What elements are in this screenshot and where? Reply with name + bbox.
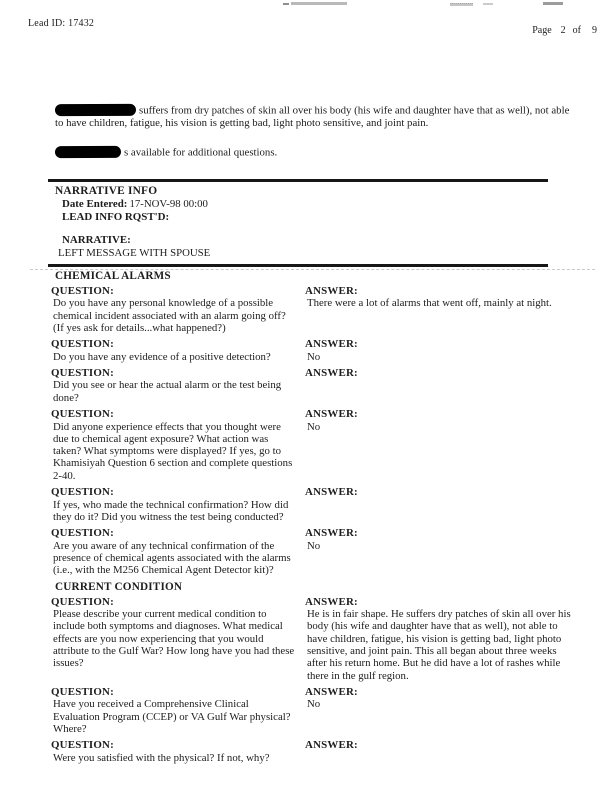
question-text: Did you see or hear the actual alarm or the test being done?: [53, 379, 282, 404]
lead-id-text: Lead ID: 17432: [28, 18, 95, 29]
answer-text: No: [307, 698, 321, 711]
qa-row: [48, 596, 578, 682]
date-entered-label: Date Entered:: [62, 197, 128, 210]
scan-artifact: [450, 3, 473, 6]
question-column: [48, 338, 305, 363]
answer-column: [305, 408, 578, 433]
qa-row: [48, 486, 578, 523]
answer-column: [305, 686, 578, 711]
qa-row: [48, 739, 578, 764]
question-label: QUESTION:: [51, 739, 114, 752]
lead-info-rqstd-label: LEAD INFO RQST'D:: [62, 210, 170, 223]
page-total: 9: [592, 25, 597, 36]
section-divider: [48, 179, 548, 182]
question-label: QUESTION:: [51, 338, 114, 351]
qa-sections: [48, 270, 578, 764]
summary-text: suffers from dry patches of skin all over his body (his wife and daughter have that as well), not able to have children, fatigue, his vision is getting bad, light photo sensitive, and joint pain.: [55, 104, 570, 130]
answer-text: There were a lot of alarms that went off, mainly at night.: [307, 297, 552, 310]
answer-text: No: [307, 350, 321, 363]
answer-text: No: [307, 420, 321, 433]
question-text: Did anyone experience effects that you thought were due to chemical agent exposure? What action was taken? What symptoms were displayed? If yes, go to Khamisiyah Question 6 section and complete questions 2-40.: [53, 420, 293, 482]
document-body: [48, 104, 578, 768]
question-label: QUESTION:: [51, 685, 114, 698]
redaction-bar: [55, 146, 121, 158]
answer-label: ANSWER:: [305, 685, 358, 698]
answer-label: ANSWER:: [305, 595, 358, 608]
question-column: [48, 367, 305, 404]
answer-column: [305, 486, 578, 499]
answer-label: ANSWER:: [305, 284, 358, 297]
qa-row: [48, 338, 578, 363]
scan-artifact: [283, 3, 289, 5]
summary-paragraph: [55, 104, 578, 130]
answer-column: [305, 338, 578, 363]
answer-column: [305, 285, 578, 310]
question-column: [48, 527, 305, 576]
answer-label: ANSWER:: [305, 486, 358, 499]
question-text: Do you have any evidence of a positive detection?: [53, 350, 271, 363]
of-word: of: [572, 25, 581, 36]
section-divider: [48, 264, 548, 267]
question-text: Have you received a Comprehensive Clinical Evaluation Program (CCEP) or VA Gulf War physical? Where?: [53, 698, 291, 735]
answer-text: He is in fair shape. He suffers dry patches of skin all over his body (his wife and daughter have that as well), not able to have children, fatigue, his vision is getting bad, light photo sensitive, and joint pain. This all began about three weeks after his return home. But he did have a lot of rashes while there in the gulf region.: [307, 608, 571, 682]
question-label: QUESTION:: [51, 527, 114, 540]
answer-label: ANSWER:: [305, 739, 358, 752]
question-column: [48, 596, 305, 670]
redaction-bar: [55, 104, 136, 116]
answer-column: [305, 367, 578, 380]
question-text: Are you aware of any technical confirmation of the presence of chemical agents associated with the alarms (i.e., with the M256 Chemical Agent Detector kit)?: [53, 539, 291, 577]
question-column: [48, 686, 305, 735]
answer-column: [305, 739, 578, 752]
section-title: CURRENT CONDITION: [55, 580, 183, 593]
question-label: QUESTION:: [51, 486, 114, 499]
question-label: QUESTION:: [51, 595, 114, 608]
date-entered-value: 17-NOV-98 00:00: [129, 197, 208, 210]
qa-row: [48, 527, 578, 576]
narrative-info-section: [55, 185, 578, 260]
scan-artifact: [543, 2, 563, 5]
qa-row: [48, 367, 578, 404]
date-entered-row: [62, 198, 578, 211]
narrative-info-title: NARRATIVE INFO: [55, 184, 158, 197]
question-text: Do you have any personal knowledge of a possible chemical incident associated with an alarm going off? (If yes ask for details...what happened?): [53, 297, 286, 334]
question-column: [48, 739, 305, 764]
section-title: CHEMICAL ALARMS: [55, 269, 171, 282]
question-text: Were you satisfied with the physical? If not, why?: [53, 751, 270, 764]
scan-artifact: [291, 2, 347, 5]
answer-label: ANSWER:: [305, 338, 358, 351]
question-text: Please describe your current medical condition to include both symptoms and diagnoses. What medical effects are you now experiencing that you would attribute to the Gulf War? How long have you had these issues?: [53, 608, 295, 670]
page-word: Page: [532, 25, 552, 36]
spacer: [55, 224, 578, 234]
answer-label: ANSWER:: [305, 527, 358, 540]
question-label: QUESTION:: [51, 408, 114, 421]
narrative-value: LEFT MESSAGE WITH SPOUSE: [58, 246, 211, 259]
answer-label: ANSWER:: [305, 408, 358, 421]
availability-paragraph: [55, 146, 578, 159]
page-indicator: [532, 25, 597, 36]
answer-label: ANSWER:: [305, 366, 358, 379]
question-label: QUESTION:: [51, 284, 114, 297]
qa-row: [48, 285, 578, 334]
question-column: [48, 285, 305, 334]
answer-column: [305, 596, 578, 682]
availability-text: s available for additional questions.: [124, 146, 278, 159]
question-column: [48, 486, 305, 523]
scan-artifact: [483, 3, 493, 5]
narrative-label: NARRATIVE:: [62, 233, 131, 246]
question-text: If yes, who made the technical confirmation? How did they do it? Did you witness the test being conducted?: [53, 498, 289, 523]
qa-row: [48, 408, 578, 482]
answer-text: No: [307, 539, 321, 552]
answer-column: [305, 527, 578, 552]
qa-row: [48, 686, 578, 735]
question-label: QUESTION:: [51, 366, 114, 379]
page-number: 2: [560, 25, 566, 36]
question-column: [48, 408, 305, 482]
summary-block: [48, 104, 578, 159]
